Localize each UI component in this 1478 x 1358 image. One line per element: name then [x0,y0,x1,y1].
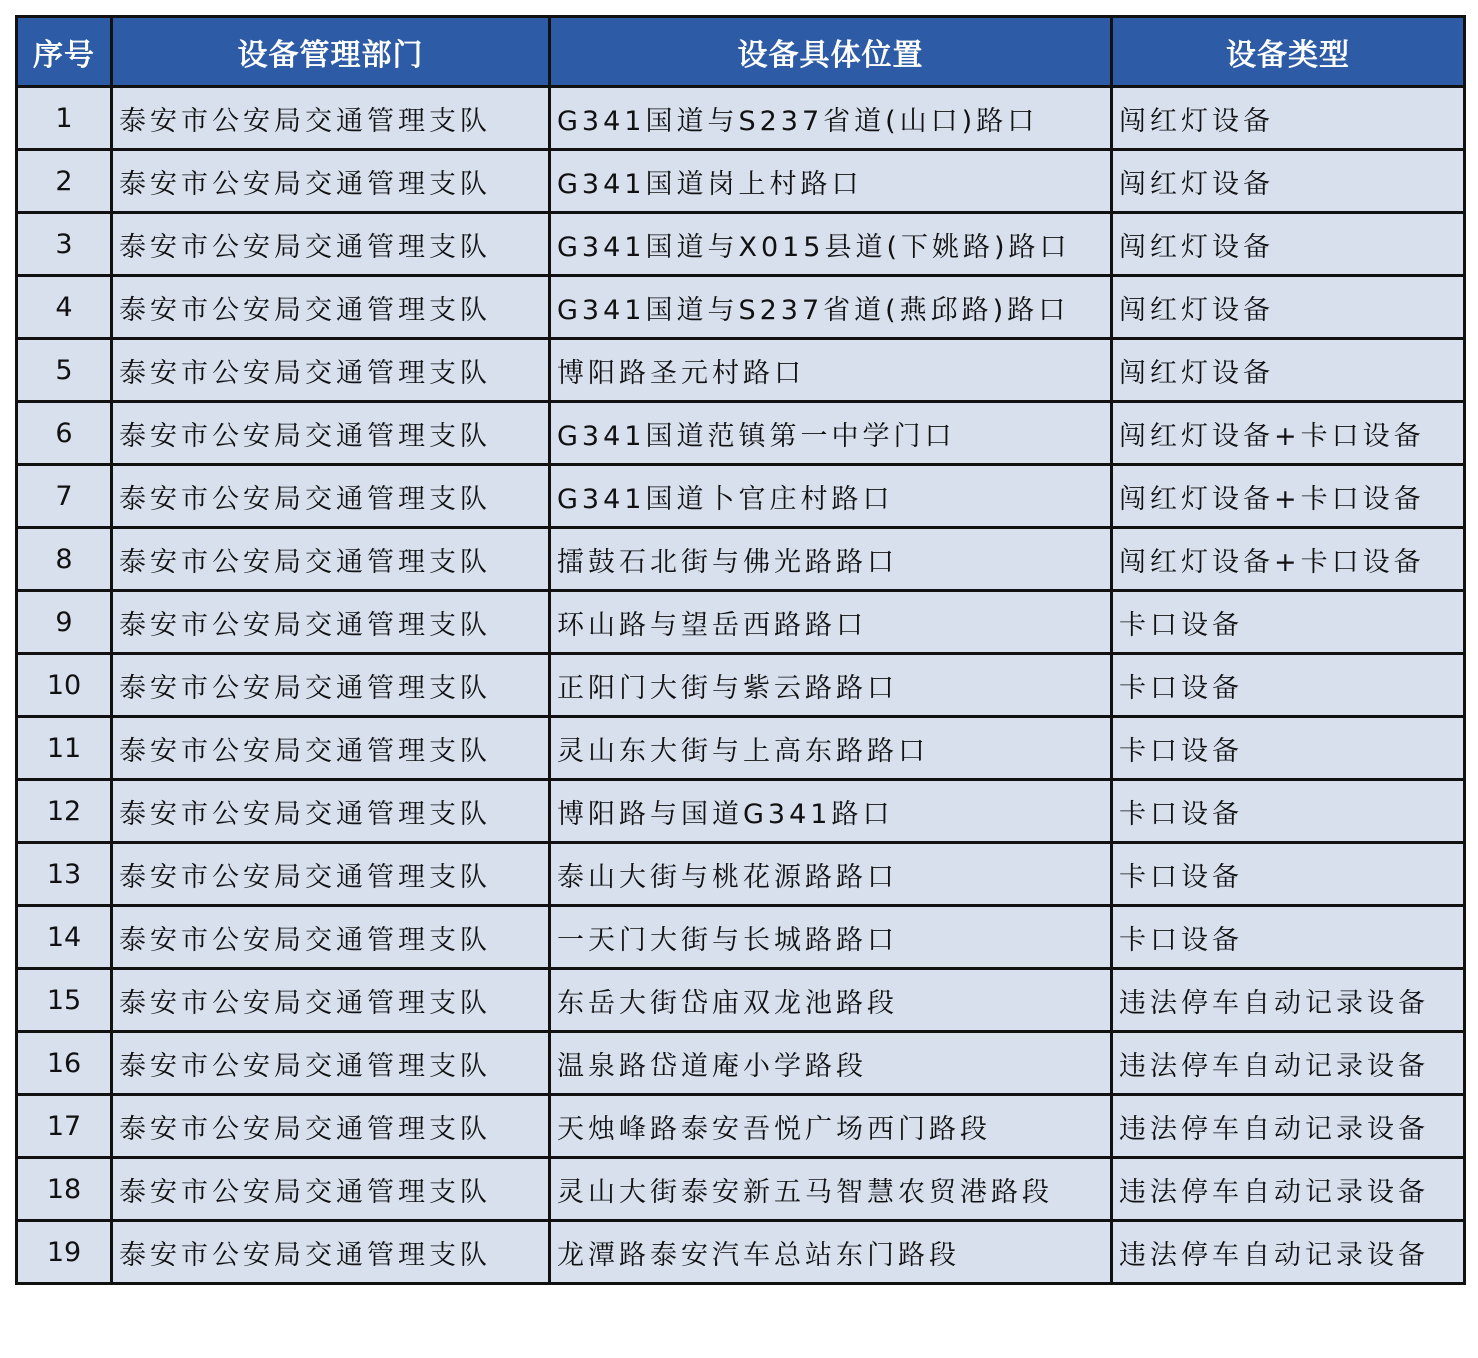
department-cell: 泰安市公安局交通管理支队 [112,1032,550,1095]
department-cell: 泰安市公安局交通管理支队 [112,906,550,969]
equipment-type-cell: 卡口设备 [1112,717,1465,780]
table-row [17,1095,1465,1158]
serial-number-cell: 1 [17,87,112,150]
table-row [17,1158,1465,1221]
table-row [17,654,1465,717]
table-row [17,969,1465,1032]
serial-number-cell: 16 [17,1032,112,1095]
location-cell: 环山路与望岳西路路口 [550,591,1112,654]
equipment-type-cell: 闯红灯设备+卡口设备 [1112,465,1465,528]
serial-number-cell: 13 [17,843,112,906]
equipment-table [15,15,1466,1285]
equipment-type-cell: 卡口设备 [1112,780,1465,843]
department-cell: 泰安市公安局交通管理支队 [112,654,550,717]
department-cell: 泰安市公安局交通管理支队 [112,339,550,402]
table-row [17,906,1465,969]
location-cell: G341国道与S237省道(山口)路口 [550,87,1112,150]
table-row [17,717,1465,780]
equipment-type-cell: 闯红灯设备 [1112,276,1465,339]
header-management-department: 设备管理部门 [112,17,550,87]
table-row [17,591,1465,654]
serial-number-cell: 10 [17,654,112,717]
equipment-type-cell: 闯红灯设备+卡口设备 [1112,402,1465,465]
serial-number-cell: 4 [17,276,112,339]
header-serial-number: 序号 [17,17,112,87]
department-cell: 泰安市公安局交通管理支队 [112,150,550,213]
department-cell: 泰安市公安局交通管理支队 [112,528,550,591]
location-cell: G341国道范镇第一中学门口 [550,402,1112,465]
location-cell: 博阳路圣元村路口 [550,339,1112,402]
serial-number-cell: 2 [17,150,112,213]
equipment-type-cell: 违法停车自动记录设备 [1112,969,1465,1032]
location-cell: G341国道与X015县道(下姚路)路口 [550,213,1112,276]
table-header-row [17,17,1465,87]
serial-number-cell: 19 [17,1221,112,1284]
equipment-table-container [15,15,1463,1285]
equipment-type-cell: 卡口设备 [1112,591,1465,654]
table-row [17,213,1465,276]
department-cell: 泰安市公安局交通管理支队 [112,465,550,528]
location-cell: 一天门大街与长城路路口 [550,906,1112,969]
serial-number-cell: 12 [17,780,112,843]
serial-number-cell: 15 [17,969,112,1032]
equipment-type-cell: 闯红灯设备 [1112,213,1465,276]
department-cell: 泰安市公安局交通管理支队 [112,276,550,339]
department-cell: 泰安市公安局交通管理支队 [112,213,550,276]
equipment-type-cell: 违法停车自动记录设备 [1112,1221,1465,1284]
location-cell: 擂鼓石北街与佛光路路口 [550,528,1112,591]
location-cell: 东岳大街岱庙双龙池路段 [550,969,1112,1032]
header-specific-location: 设备具体位置 [550,17,1112,87]
equipment-type-cell: 违法停车自动记录设备 [1112,1158,1465,1221]
serial-number-cell: 17 [17,1095,112,1158]
serial-number-cell: 11 [17,717,112,780]
equipment-type-cell: 卡口设备 [1112,906,1465,969]
location-cell: 灵山大街泰安新五马智慧农贸港路段 [550,1158,1112,1221]
location-cell: 温泉路岱道庵小学路段 [550,1032,1112,1095]
table-row [17,465,1465,528]
department-cell: 泰安市公安局交通管理支队 [112,717,550,780]
department-cell: 泰安市公安局交通管理支队 [112,402,550,465]
equipment-type-cell: 卡口设备 [1112,843,1465,906]
header-equipment-type: 设备类型 [1112,17,1465,87]
equipment-type-cell: 闯红灯设备 [1112,150,1465,213]
table-row [17,87,1465,150]
serial-number-cell: 7 [17,465,112,528]
location-cell: G341国道岗上村路口 [550,150,1112,213]
location-cell: 龙潭路泰安汽车总站东门路段 [550,1221,1112,1284]
equipment-type-cell: 闯红灯设备 [1112,339,1465,402]
serial-number-cell: 3 [17,213,112,276]
department-cell: 泰安市公安局交通管理支队 [112,843,550,906]
table-row [17,402,1465,465]
department-cell: 泰安市公安局交通管理支队 [112,87,550,150]
equipment-type-cell: 违法停车自动记录设备 [1112,1095,1465,1158]
table-row [17,276,1465,339]
table-row [17,528,1465,591]
department-cell: 泰安市公安局交通管理支队 [112,1221,550,1284]
serial-number-cell: 14 [17,906,112,969]
location-cell: 天烛峰路泰安吾悦广场西门路段 [550,1095,1112,1158]
equipment-type-cell: 违法停车自动记录设备 [1112,1032,1465,1095]
serial-number-cell: 5 [17,339,112,402]
location-cell: 正阳门大街与紫云路路口 [550,654,1112,717]
table-body [17,87,1465,1284]
serial-number-cell: 6 [17,402,112,465]
location-cell: G341国道与S237省道(燕邱路)路口 [550,276,1112,339]
location-cell: 博阳路与国道G341路口 [550,780,1112,843]
department-cell: 泰安市公安局交通管理支队 [112,1158,550,1221]
serial-number-cell: 18 [17,1158,112,1221]
location-cell: 泰山大街与桃花源路路口 [550,843,1112,906]
department-cell: 泰安市公安局交通管理支队 [112,969,550,1032]
location-cell: G341国道卜官庄村路口 [550,465,1112,528]
table-row [17,150,1465,213]
table-row [17,339,1465,402]
table-row [17,1221,1465,1284]
table-row [17,780,1465,843]
serial-number-cell: 8 [17,528,112,591]
equipment-type-cell: 卡口设备 [1112,654,1465,717]
department-cell: 泰安市公安局交通管理支队 [112,591,550,654]
serial-number-cell: 9 [17,591,112,654]
department-cell: 泰安市公安局交通管理支队 [112,780,550,843]
table-row [17,843,1465,906]
table-row [17,1032,1465,1095]
equipment-type-cell: 闯红灯设备 [1112,87,1465,150]
department-cell: 泰安市公安局交通管理支队 [112,1095,550,1158]
location-cell: 灵山东大街与上高东路路口 [550,717,1112,780]
equipment-type-cell: 闯红灯设备+卡口设备 [1112,528,1465,591]
